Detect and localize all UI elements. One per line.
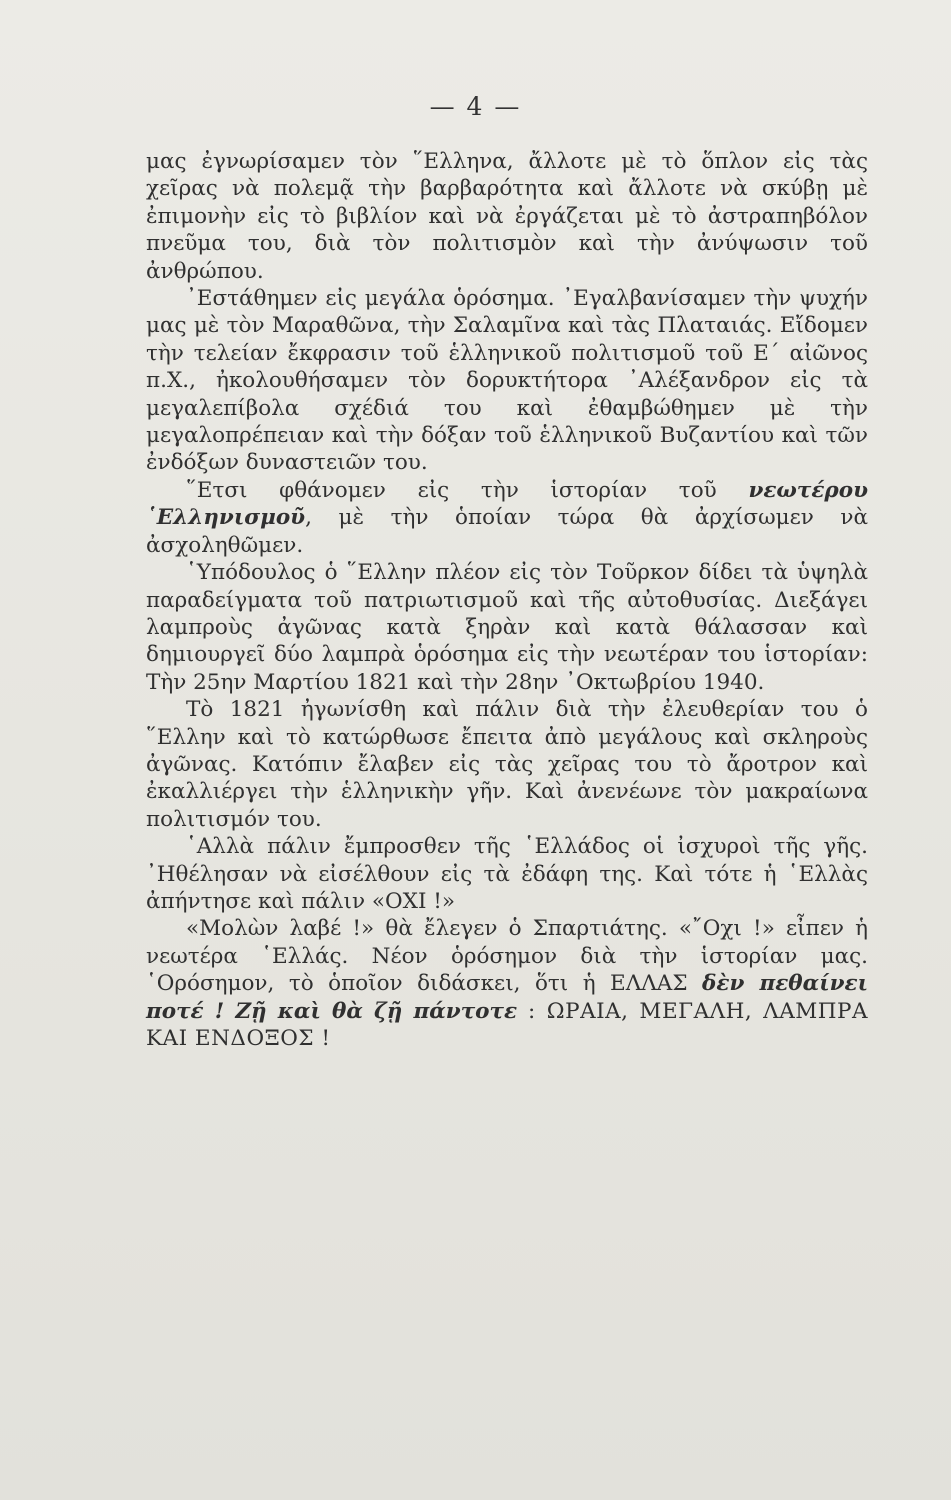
paragraph-3-emphasis: νεωτέρου ῾Ελληνισμοῦ xyxy=(146,477,868,531)
paragraph-4: ῾Υπόδουλος ὁ ῞Ελλην πλέον εἰς τὸν Τοῦρκον δίδει τὰ ὑψηλὰ παραδείγματα τοῦ πατριωτισμοῦ καὶ τῆς αὐτοθυσίας. Διεξάγει λαμπροὺς ἀγῶνας κατὰ ξηρὰν καὶ κατὰ θάλασσαν καὶ δημιουργεῖ δύο λαμπρὰ ὁρόσημα εἰς τὴν νεωτέραν του ἱστορίαν: Τὴν 25ην Μαρτίου 1821 καὶ τὴν 28ην ᾽Οκτωβρίου 1940. xyxy=(146,560,868,695)
paragraph-7-emphasis: δὲν πεθαίνει ποτέ ! Ζῇ καὶ θὰ ζῇ πάντοτε xyxy=(146,971,868,1024)
paragraph-6: ῾Αλλὰ πάλιν ἔμπροσθεν τῆς ῾Ελλάδος οἱ ἰσχυροὶ τῆς γῆς. ᾽Ηθέλησαν νὰ εἰσέλθουν εἰς τὰ ἐδάφη της. Καὶ τότε ἡ ῾Ελλὰς ἀπήντησε καὶ πάλιν «ΟΧΙ !» xyxy=(146,834,868,914)
paragraph-5: Τὸ 1821 ἠγωνίσθη καὶ πάλιν διὰ τὴν ἐλευθερίαν του ὁ ῞Ελλην καὶ τὸ κατώρθωσε ἔπειτα ἀπὸ μεγάλους καὶ σκληροὺς ἀγῶνας. Κατόπιν ἔλαβεν εἰς τὰς χεῖρας του τὸ ἄροτρον καὶ ἐκαλλιέργει τὴν ἑλληνικὴν γῆν. Καὶ ἀνενέωνε τὸν μακραίωνα πολιτισμόν του. xyxy=(146,697,868,832)
paragraph-7 xyxy=(146,915,868,1052)
page-number: — 4 — xyxy=(429,92,522,121)
paragraph-3-text-start: ῞Ετσι φθάνομεν εἰς τὴν ἱστορίαν τοῦ xyxy=(186,477,749,503)
paragraph-7-text-end: : ΩΡΑΙΑ, ΜΕΓΑΛΗ, ΛΑΜΠΡΑ ΚΑΙ ΕΝΔΟΞΟΣ ! xyxy=(146,998,868,1051)
paragraph-2: ᾽Εστάθημεν εἰς μεγάλα ὁρόσημα. ᾽Εγαλβανίσαμεν τὴν ψυχήν μας μὲ τὸν Μαραθῶνα, τὴν Σαλαμῖνα καὶ τὰς Πλαταιάς. Εἴδομεν τὴν τελείαν ἔκφρασιν τοῦ ἑλληνικοῦ πολιτισμοῦ τοῦ Ε΄ αἰῶνος π.Χ., ἠκολουθήσαμεν τὸν δορυκτήτορα ᾽Αλέξανδρον εἰς τὰ μεγαλεπίβολα σχέδιά του καὶ ἐθαμβώθημεν μὲ τὴν μεγαλοπρέπειαν καὶ τὴν δόξαν τοῦ ἑλληνικοῦ Βυζαντίου καὶ τῶν ἐνδόξων δυναστειῶν του. xyxy=(146,286,868,476)
paragraph-3-text-end: , μὲ τὴν ὁποίαν τώρα θὰ ἀρχίσωμεν νὰ ἀσχοληθῶμεν. xyxy=(146,505,868,558)
paragraph-7-text-start: «Μολὼν λαβέ !» θὰ ἔλεγεν ὁ Σπαρτιάτης. «῎Οχι !» εἶπεν ἡ νεωτέρα ῾Ελλάς. Νέον ὁρόσημον διὰ τὴν ἱστορίαν μας. ῾Ορόσημον, τὸ ὁποῖον διδάσκει, ὅτι ἡ ΕΛΛΑΣ xyxy=(146,916,868,997)
paragraph-3 xyxy=(146,477,868,559)
body-text xyxy=(146,148,868,1052)
paragraph-1: μας ἐγνωρίσαμεν τὸν ῞Ελληνα, ἄλλοτε μὲ τὸ ὅπλον εἰς τὰς χεῖρας νὰ πολεμᾷ τὴν βαρβαρότητα καὶ ἄλλοτε νὰ σκύβῃ μὲ ἐπιμονὴν εἰς τὸ βιβλίον καὶ νὰ ἐργάζεται μὲ τὸ ἀστραπηβόλον πνεῦμα του, διὰ τὸν πολιτισμὸν καὶ τὴν ἀνύψωσιν τοῦ ἀνθρώπου. xyxy=(146,149,868,284)
